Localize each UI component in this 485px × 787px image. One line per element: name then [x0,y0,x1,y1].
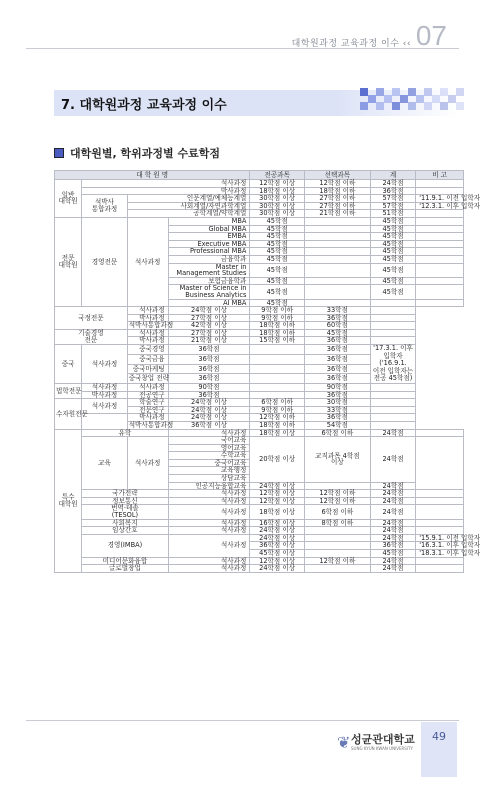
table-row: 박사과정 24학점 이상 12학점 이하 36학점 [55,414,464,422]
table-row: Global MBA 45학점 45학점 [55,225,464,233]
table-row: 전문 대학원 경영전문 석사과정 MBA 45학점 45학점 [55,217,464,225]
square-bullet-icon [54,148,64,158]
table-row: Executive MBA 45학점 45학점 [55,240,464,248]
checker-square [400,95,408,103]
checker-square [392,88,400,96]
checker-square [456,88,464,96]
table-row: 임상간호 석사과정 24학점 이상 24학점 [55,527,464,535]
subsection-title: 대학원별, 학위과정별 수료학점 [54,145,220,161]
table-row: 45학점 이상 45학점 '18.3.1. 이후 입학자 [55,550,464,558]
table-row: 석박사 통합과정 인문계열/예체능계열 30학점 이상 27학점 이하 57학점 '11.9.1. 이전 입학자 [55,195,464,203]
table-row: 미디어문화융합 석사과정 12학점 이상 12학점 이하 24학점 [55,557,464,565]
table-row: 석박사통합과정 42학점 이상 18학점 이하 60학점 [55,322,464,330]
table-row: EMBA 45학점 45학점 [55,233,464,241]
table-row: 인공지능융합교육 24학점 이상 24학점 [55,482,464,490]
checker-square [360,102,368,110]
chapter-number: 07 [415,20,447,51]
table-row: Master of Science in Business Analytics 45학점 45학점 [55,285,464,299]
grad-special: 특수 대학원 [55,429,82,572]
col-header-note: 비 고 [416,171,464,180]
checker-square [376,102,384,110]
checker-square [440,102,448,110]
table-row: 박사과정 27학점 이상 9학점 이하 36학점 [55,314,464,322]
table-row: 교육행정 [55,467,464,475]
credit-table [54,170,481,573]
table-row: 법학전문 석사과정 석사과정 90학점 90학점 [55,383,464,391]
logo-emblem-icon: ❦ [337,733,351,752]
table-row: 석박사통합과정 36학점 이상 18학점 이하 54학점 [55,421,464,429]
table-row: 중국어교육 [55,459,464,467]
footer-rule [26,720,459,721]
table-row: 국가전략 석사과정 12학점 이상 12학점 이하 24학점 [55,490,464,498]
grad-general: 일반 대학원 [55,180,82,218]
checker-square [416,95,424,103]
table-row: 중국창업 전략 36학점 36학점 [55,374,464,384]
table-row: 박사과정 21학점 이상 15학점 이하 36학점 [55,337,464,345]
table-row: 교육 석사과정 국어교육 20학점 이상 교직과목 4학점 이상 24학점 [55,437,464,445]
table-row: 박사과정 전공연구 36학점 36학점 [55,391,464,399]
table-row: 중국금융 36학점 36학점 [55,354,464,364]
checker-square [408,88,416,96]
table-row: 보험금융학과 45학점 45학점 [55,277,464,285]
checker-square [376,88,384,96]
checker-square [424,102,432,110]
table-row: 기술경영 전문 석사과정 27학점 이상 18학점 이하 45학점 [55,329,464,337]
table-row: 금융학과 45학점 45학점 [55,255,464,263]
checker-square [424,88,432,96]
table-row: 전문연구 24학점 이상 9학점 이하 33학점 [55,406,464,414]
table-row: 영어교육 [55,444,464,452]
table-row: 수자원전문 석사과정 학술연구 24학점 이상 6학점 이하 30학점 [55,399,464,407]
table-row: 번역·테솔 (TESOL) 석사과정 18학점 이상 6학점 이하 24학점 [55,505,464,519]
table-row: 국정전문 석사과정 24학점 이상 9학점 이하 33학점 [55,307,464,315]
table-row: 수학교육 [55,452,464,460]
table-row: 사회복지 석사과정 16학점 이상 8학점 이하 24학점 [55,519,464,527]
checker-square [360,88,368,96]
table-row: 공학계열/약학계열 30학점 이상 21학점 이하 51학점 [55,210,464,218]
checker-square [408,102,416,110]
checker-square [456,102,464,110]
table-row: Master in Management Studies 45학점 45학점 [55,263,464,277]
table-row: 일반 대학원 석사과정 12학점 이상 12학점 이하 24학점 [55,180,464,188]
page-number: 49 [421,722,457,777]
table-row: 경영(IMBA) 석사과정 24학점 이상 24학점 '15.9.1. 이전 입학자 [55,534,464,542]
col-header-major: 전공과목 [250,171,305,180]
checker-square [392,102,400,110]
table-row: 중국 석사과정 중국경영 36학점 36학점 '17.3.1. 이후 입학자('16.9.1. 이전 입학자는 전공 45학점) [55,345,464,355]
col-header-grad: 대 학 원 명 [55,171,250,180]
running-title: 대학원과정 교육과정 이수 ‹‹ [291,39,411,49]
col-header-total: 계 [370,171,415,180]
table-row: 박사과정 18학점 이상 18학점 이하 36학점 [55,187,464,195]
table-row: 중국마케팅 36학점 36학점 [55,364,464,374]
table-row: AI MBA 45학점 [55,299,464,307]
checker-square [384,95,392,103]
table-row: 글로벌창업 석사과정 24학점 이상 24학점 [55,565,464,573]
checker-square [368,95,376,103]
table-row: 특수 대학원 유학 석사과정 18학점 이상 6학점 이하 24학점 [55,429,464,437]
table-row: 사회계열/자연과학계열 30학점 이상 27학점 이하 57학점 '12.3.1. 이후 입학자 [55,202,464,210]
table-row: 상담교육 [55,475,464,483]
table-row: Professional MBA 45학점 45학점 [55,248,464,256]
checker-square [432,95,440,103]
checker-square [440,88,448,96]
section-title: 7. 대학원과정 교육과정 이수 [61,98,227,113]
col-header-elective: 선택과목 [304,171,370,180]
table-row: 정보통신 석사과정 12학점 이상 12학점 이하 24학점 [55,497,464,505]
university-logo: ❦ 성균관대학교 SUNG KYUN KWAN UNIVERSITY [337,733,415,752]
grad-professional: 전문 대학원 [55,217,82,306]
checker-decoration [360,88,470,110]
checker-square [448,95,456,103]
table-row: 36학점 이상 36학점 '16.3.1. 이후 입학자 [55,542,464,550]
